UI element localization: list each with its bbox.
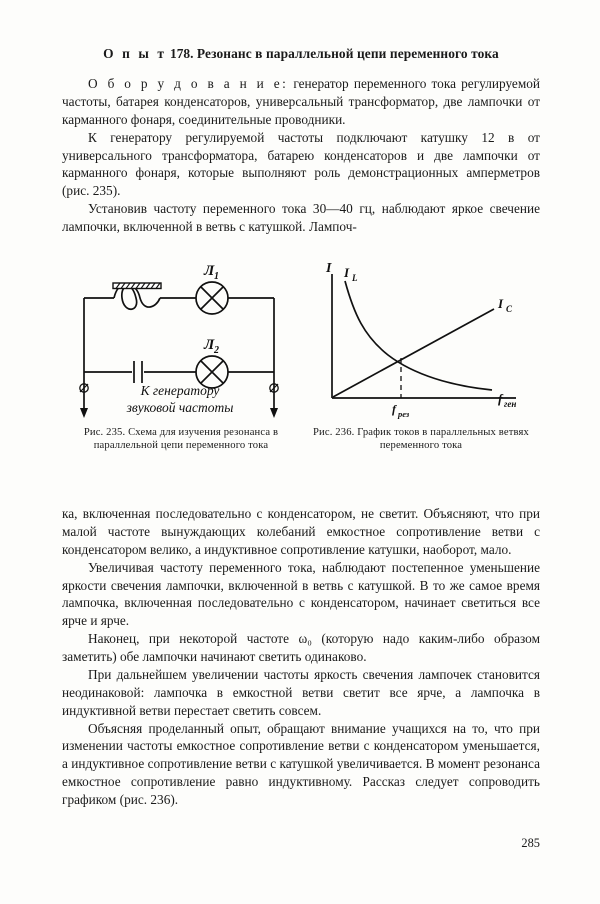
chart-x-axis-label: f: [498, 391, 503, 406]
figure-236-artwork: [302, 262, 540, 422]
generator-label-line2: звуковой частоты: [126, 400, 234, 415]
paragraph-explanation-5: Объясняя проделанный опыт, обращают внимание учащихся на то, что при изменении частоты емкостное сопротивление ветви с конденсатором уменьшается, а индуктивное сопротивление ветви с катушкой увеличивается. В момент резонанса емкостное сопротивление равно индуктивному. Рассказ следует сопроводить графиком (рис. 236).: [62, 720, 540, 807]
upper-text-column: [62, 0, 540, 236]
resonance-tick-label-sub: рез: [398, 409, 410, 419]
curve-IL-label: I: [344, 265, 350, 280]
resonance-tick-label: f: [392, 402, 396, 416]
generator-label-line1: К генератору: [140, 383, 220, 398]
curve-IC-label: I: [498, 296, 504, 311]
page-number: 285: [521, 836, 540, 850]
lamp-1-label: Л: [204, 263, 215, 279]
chart-y-axis-label: I: [326, 262, 332, 276]
curve-current-capacitive: [333, 309, 494, 397]
lower-text-column: [62, 505, 540, 809]
heading-title: Резонанс в параллельной цепи переменного тока: [196, 46, 499, 61]
figure-235-artwork: [62, 262, 300, 422]
arrowhead-left: [80, 408, 88, 418]
paragraph-explanation-2: Увеличивая частоту переменного тока, наблюдают постепенное уменьшение яркости свечения лампочки, включенной в ветвь с катушкой. В то же самое время лампочка, включенная последовательно с конденсатором, начинает светиться все ярче и ярче.: [62, 559, 540, 629]
equipment-lead-label: О б о р у д о в а н и е:: [88, 76, 289, 92]
figures-band: [62, 262, 540, 482]
paragraph-explanation-4: При дальнейшем увеличении частоты яркость свечения лампочек становится неодинаковой: лампочка в емкостной ветви светит все ярче, а лампочка в индуктивной ветви перестает светить совсем.: [62, 666, 540, 718]
chart-x-axis-label-sub: ген: [504, 399, 517, 409]
equipment-text: генератор переменного тока регулируемой частоты, батарея конденсаторов, универсальный трансформатор, две лампочки от карманного фонаря, соединительные проводники.: [62, 76, 540, 127]
figure-235: [62, 262, 300, 452]
figure-236: [302, 262, 540, 452]
curve-IC-label-sub: C: [506, 304, 513, 314]
page-title: [62, 46, 540, 62]
paragraph-setup: К генератору регулируемой частоты подключают катушку 12 в от универсального трансформатора, батарею конденсаторов и две лампочки от карманного фонаря, которые выполняют роль демонстрационных амперметров (рис. 235).: [62, 129, 540, 199]
paragraph-equipment: [62, 75, 540, 129]
arrowhead-right: [270, 408, 278, 418]
heading-label-opyt: О п ы т: [103, 46, 167, 61]
circuit-diagram-svg: [62, 262, 300, 422]
lamp-2-label-sub: 2: [214, 345, 219, 356]
lamp-2-filament-cross: [201, 361, 223, 383]
curve-current-inductive: [345, 281, 492, 390]
paragraph-explanation-1: ка, включенная последовательно с конденсатором, не светит. Объясняют, что при малой частоте вынуждающих колебаний емкостное сопротивление ветви с конденсатором велико, а индуктивное сопротивление катушки, наоборот, мало.: [62, 506, 540, 557]
heading-number: 178.: [170, 46, 194, 61]
paragraph-frequency-observation: Установив частоту переменного тока 30—40 гц, наблюдают яркое свечение лампочки, включенной в ветвь с катушкой. Лампоч-: [62, 201, 540, 235]
lamp-2-label: Л: [204, 337, 215, 353]
curve-IL-label-sub: L: [352, 273, 358, 283]
paragraph-explanation-3: Наконец, при некоторой частоте ω₀ (которую надо каким-либо образом заметить) обе лампочки начинают светить одинаково.: [62, 631, 540, 664]
figure-235-caption: Рис. 235. Схема для изучения резонанса в параллельной цепи переменного тока: [83, 427, 279, 452]
lamp-1-label-sub: 1: [214, 271, 219, 282]
current-frequency-chart-svg: [302, 262, 540, 422]
figure-236-caption: Рис. 236. График токов в параллельных ветвях переменного тока: [312, 427, 530, 452]
lamp-1-filament-cross: [201, 287, 223, 309]
